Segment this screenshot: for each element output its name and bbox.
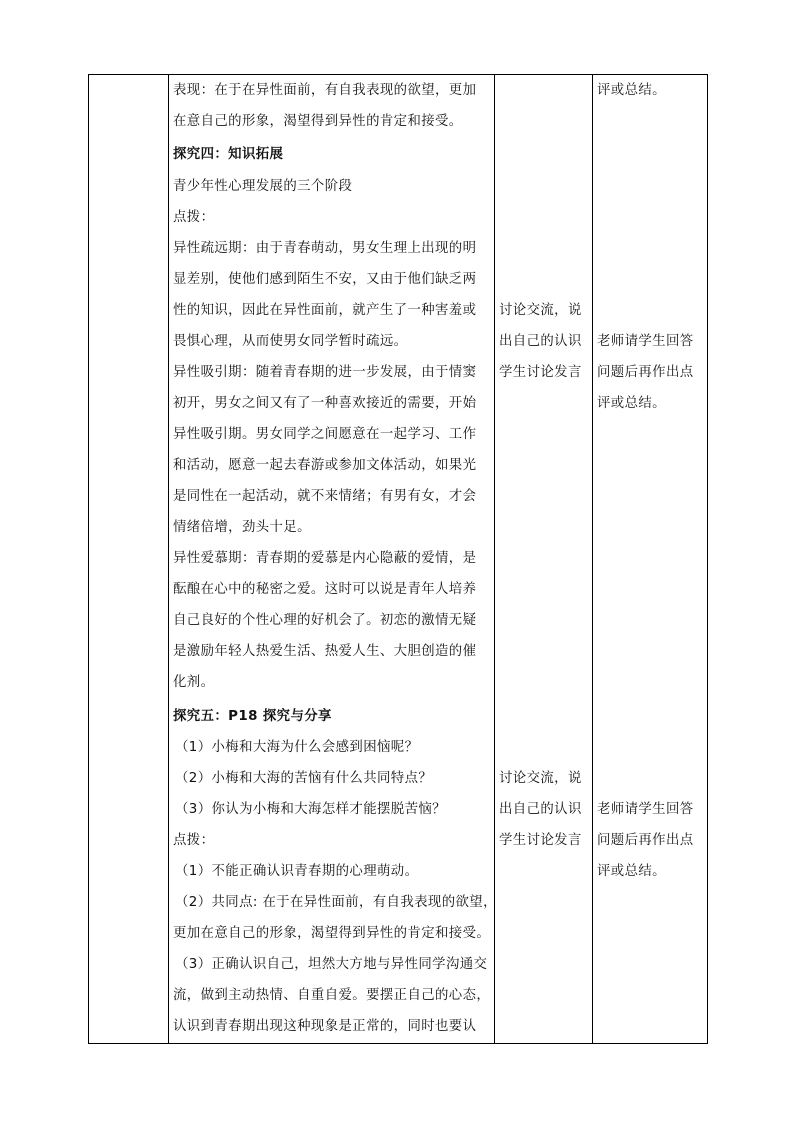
answer-line: 更加在意自己的形象，渴望得到异性的肯定和接受。 (173, 926, 491, 941)
teacher-activity-line: 评或总结。 (597, 83, 666, 98)
content-line: 点拨： (173, 833, 215, 848)
question-line: （2）小梅和大海的苦恼有什么共同特点？ (175, 771, 433, 786)
teacher-activity-line: 老师请学生回答 (597, 334, 694, 349)
section-heading: 探究五：P18 探究与分享 (173, 709, 332, 724)
answer-line: （1）不能正确认识青春期的心理萌动。 (175, 864, 419, 879)
student-activity-line: 讨论交流，说 (499, 771, 582, 786)
content-line: 是同性在一起活动，就不来情绪；有男有女，才会 (173, 489, 477, 504)
content-line: 性的知识，因此在异性面前，就产生了一种害羞或 (173, 303, 477, 318)
content-line: 初开，男女之间又有了一种喜欢接近的需要，开始 (173, 396, 477, 411)
lesson-plan-table (88, 74, 708, 1044)
answer-line: 流，做到主动热情、自重自爱。要摆正自己的心态， (173, 988, 491, 1003)
question-line: （1）小梅和大海为什么会感到困恼呢？ (175, 740, 419, 755)
content-line: 和活动，愿意一起去春游或参加文体活动，如果光 (173, 458, 477, 473)
content-line: 化剂。 (173, 675, 215, 690)
teacher-activity-line: 问题后再作出点 (597, 833, 694, 848)
teacher-activity-line: 评或总结。 (597, 396, 666, 411)
table-row (89, 75, 708, 1044)
content-line: 是激励年轻人热爱生活、热爱人生、大胆创造的催 (173, 644, 477, 659)
teacher-activity-line: 问题后再作出点 (597, 365, 694, 380)
answer-line: （2）共同点: 在于在异性面前，有自我表现的欲望， (175, 895, 497, 910)
teacher-activity-cell (593, 75, 708, 1044)
question-line: （3）你认为小梅和大海怎样才能摆脱苦恼？ (175, 802, 446, 817)
content-line: 异性爱慕期：青春期的爱慕是内心隐蔽的爱情，是 (173, 551, 477, 566)
content-line: 在意自己的形象，渴望得到异性的肯定和接受。 (173, 114, 463, 129)
content-line: 点拨： (173, 210, 215, 225)
student-activity-line: 学生讨论发言 (499, 833, 582, 848)
content-line: 异性疏远期：由于青春萌动，男女生理上出现的明 (173, 241, 477, 256)
student-activity-line: 出自己的认识 (499, 334, 582, 349)
teacher-activity-line: 评或总结。 (597, 864, 666, 879)
student-activity-line: 学生讨论发言 (499, 365, 582, 380)
stage-column-cell (89, 75, 169, 1044)
student-activity-cell (495, 75, 593, 1044)
student-activity-line: 出自己的认识 (499, 802, 582, 817)
content-line: 显差别，使他们感到陌生不安，又由于他们缺乏两 (173, 272, 477, 287)
content-line: 异性吸引期：随着青春期的进一步发展，由于情窦 (173, 365, 477, 380)
content-column-cell (169, 75, 495, 1044)
content-line: 表现：在于在异性面前，有自我表现的欲望，更加 (173, 83, 477, 98)
teacher-activity-line: 老师请学生回答 (597, 802, 694, 817)
answer-line: 认识到青春期出现这种现象是正常的，同时也要认 (173, 1019, 477, 1034)
section-heading: 探究四：知识拓展 (173, 147, 284, 162)
content-line: 情绪倍增，劲头十足。 (173, 520, 311, 535)
content-line: 异性吸引期。男女同学之间愿意在一起学习、工作 (173, 427, 477, 442)
content-line: 畏惧心理，从而使男女同学暂时疏远。 (173, 334, 408, 349)
content-line: 青少年性心理发展的三个阶段 (173, 179, 353, 194)
answer-line: （3）正确认识自己，坦然大方地与异性同学沟通交 (175, 957, 488, 972)
student-activity-line: 讨论交流，说 (499, 303, 582, 318)
content-line: 酝酿在心中的秘密之爱。这时可以说是青年人培养 (173, 582, 477, 597)
content-line: 自己良好的个性心理的好机会了。初恋的激情无疑 (173, 613, 477, 628)
